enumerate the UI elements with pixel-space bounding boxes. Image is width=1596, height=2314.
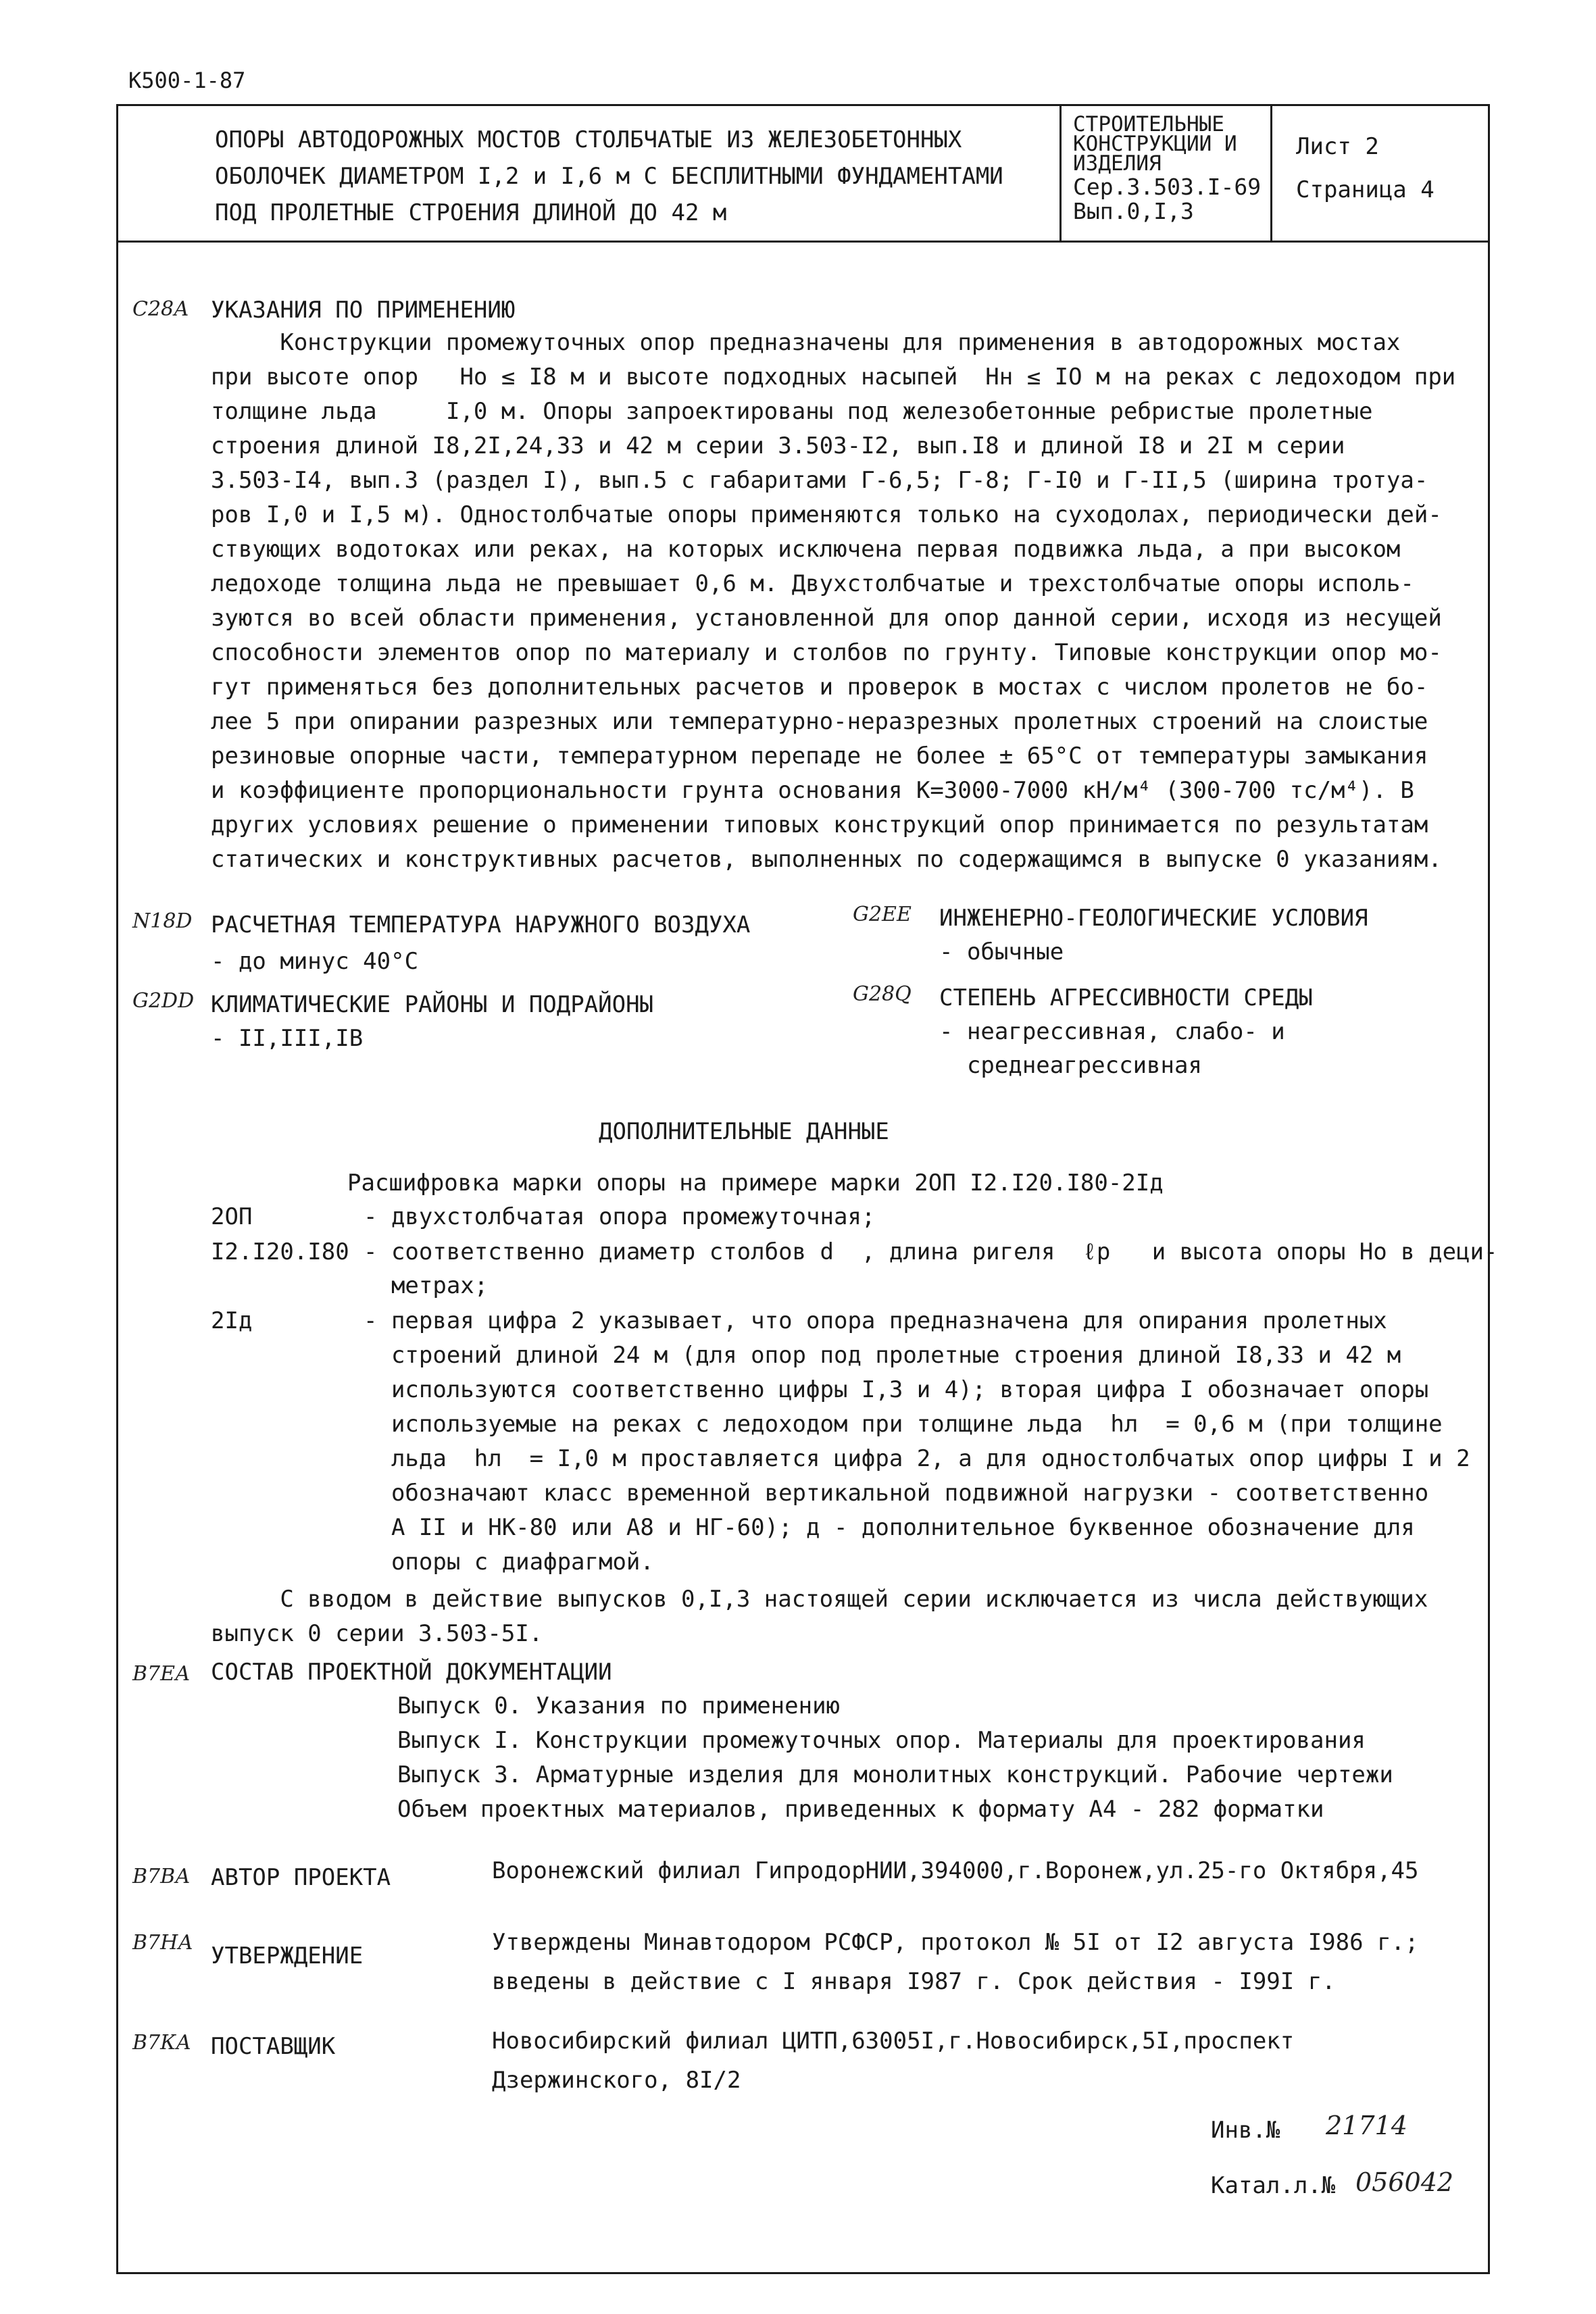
geology-value: - обычные xyxy=(939,938,1064,965)
marking-desc: А II и НК-80 или А8 и НГ-60); д - дополнительное буквенное обозначение для xyxy=(364,1514,1415,1541)
marking-intro: Расшифровка марки опоры на примере марки 2ОП I2.I20.I80-2Iд xyxy=(347,1169,1164,1197)
category-line: СТРОИТЕЛЬНЫЕ xyxy=(1073,112,1224,136)
supplier-value: Дзержинского, 8I/2 xyxy=(492,2067,741,2094)
additional-heading: ДОПОЛНИТЕЛЬНЫЕ ДАННЫЕ xyxy=(599,1118,889,1145)
section-code: N18D xyxy=(132,909,193,933)
text-line: и коэффициенте пропорциональности грунта основания К=3000-7000 кН/м⁴ (300-700 тс/м⁴). В xyxy=(211,777,1414,804)
section-code: В7КА xyxy=(132,2031,192,2055)
composition-item: Объем проектных материалов, приведенных к формату А4 - 282 форматки xyxy=(397,1796,1324,1823)
header-title-line: ОПОРЫ АВТОДОРОЖНЫХ МОСТОВ СТОЛБЧАТЫЕ ИЗ ЖЕЛЕЗОБЕТОННЫХ xyxy=(215,126,962,153)
temperature-heading: РАСЧЕТНАЯ ТЕМПЕРАТУРА НАРУЖНОГО ВОЗДУХА xyxy=(211,911,751,938)
aggressive-heading: СТЕПЕНЬ АГРЕССИВНОСТИ СРЕДЫ xyxy=(939,984,1313,1011)
header-divider xyxy=(116,241,1490,243)
marking-term: I2.I20.I80 xyxy=(211,1238,349,1265)
text-line: ров I,0 и I,5 м). Одностолбчатые опоры применяются только на суходолах, периодически дей- xyxy=(211,501,1442,528)
marking-desc: используемые на реках с ледоходом при толщине льда hл = 0,6 м (при толщине xyxy=(364,1411,1443,1438)
text-line: строения длиной I8,2I,24,33 и 42 м серии 3.503-I2, вып.I8 и длиной I8 и 2I м серии xyxy=(211,432,1345,459)
marking-desc: льда hл = I,0 м проставляется цифра 2, а для одностолбчатых опор цифры I и 2 xyxy=(364,1445,1470,1472)
text-line: зуются во всей области применения, установленной для опор данной серии, исходя из несущей xyxy=(211,605,1442,632)
text-line: лее 5 при опирании разрезных или температурно-неразрезных пролетных строений на слоистые xyxy=(211,708,1428,735)
text-line: 3.503-I4, вып.3 (раздел I), вып.5 с габаритами Г-6,5; Г-8; Г-I0 и Г-II,5 (ширина тротуа- xyxy=(211,467,1428,494)
marking-desc: обозначают класс временной вертикальной подвижной нагрузки - соответственно xyxy=(364,1480,1429,1507)
marking-desc: используются соответственно цифры I,3 и 4); вторая цифра I обозначает опоры xyxy=(364,1376,1429,1403)
aggressive-value: - неагрессивная, слабо- и xyxy=(939,1018,1285,1045)
climate-value: - II,III,IВ xyxy=(211,1025,364,1052)
category-line: Вып.0,I,3 xyxy=(1073,198,1194,224)
header-title-line: ПОД ПРОЛЕТНЫЕ СТРОЕНИЯ ДЛИНОЙ ДО 42 м xyxy=(215,199,727,226)
text-line: при высоте опор Hо ≤ I8 м и высоте подходных насыпей Hн ≤ IO м на реках с ледоходом при xyxy=(211,363,1456,391)
composition-item: Выпуск 3. Арматурные изделия для монолитных конструкций. Рабочие чертежи xyxy=(397,1761,1393,1788)
marking-desc: строений длиной 24 м (для опор под пролетные строения длиной I8,33 и 42 м xyxy=(364,1342,1401,1369)
note-line: выпуск 0 серии 3.503-5I. xyxy=(211,1620,543,1647)
catalog-number: 056042 xyxy=(1355,2167,1454,2197)
approval-value: введены в действие с I января I987 г. Срок действия - I99I г. xyxy=(492,1968,1336,1995)
text-line: Конструкции промежуточных опор предназначены для применения в автодорожных мостах xyxy=(211,329,1401,356)
header-col-divider-2 xyxy=(1270,104,1272,242)
text-line: ствующих водотоках или реках, на которых исключена первая подвижка льда, а при высоком xyxy=(211,536,1401,563)
text-line: гут применяться без дополнительных расчетов и проверок в мостах с числом пролетов не бо- xyxy=(211,674,1428,701)
header-col-divider-1 xyxy=(1059,104,1062,242)
composition-item: Выпуск 0. Указания по применению xyxy=(397,1692,841,1719)
header-title-line: ОБОЛОЧЕК ДИАМЕТРОМ I,2 и I,6 м С БЕСПЛИТНЫМИ ФУНДАМЕНТАМИ xyxy=(215,163,1003,190)
section-code: G28Q xyxy=(853,982,912,1006)
category-line: КОНСТРУКЦИИ И xyxy=(1073,132,1237,156)
marking-desc: - соответственно диаметр столбов d , длина ригеля ℓр и высота опоры Hо в деци- xyxy=(364,1238,1498,1265)
page-number: Страница 4 xyxy=(1296,176,1435,203)
text-line: других условиях решение о применении типовых конструкций опор принимается по результатам xyxy=(211,811,1428,838)
text-line: ледоходе толщина льда не превышает 0,6 м. Двухстолбчатые и трехстолбчатые опоры исполь- xyxy=(211,570,1414,597)
supplier-value: Новосибирский филиал ЦИТП,63005I,г.Новосибирск,5I,проспект xyxy=(492,2028,1295,2055)
marking-desc: опоры с диафрагмой. xyxy=(364,1549,654,1576)
text-line: толщине льда I,0 м. Опоры запроектированы под железобетонные ребристые пролетные xyxy=(211,398,1373,425)
aggressive-value: среднеагрессивная xyxy=(939,1052,1202,1079)
author-value: Воронежский филиал ГипродорНИИ,394000,г.Воронеж,ул.25-го Октября,45 xyxy=(492,1857,1419,1884)
section-code: G2EE xyxy=(853,903,912,926)
text-line: статических и конструктивных расчетов, выполненных по содержащимся в выпуске 0 указаниям. xyxy=(211,846,1442,873)
climate-heading: КЛИМАТИЧЕСКИЕ РАЙОНЫ И ПОДРАЙОНЫ xyxy=(211,991,654,1018)
marking-term: 2Iд xyxy=(211,1307,253,1334)
composition-heading: СОСТАВ ПРОЕКТНОЙ ДОКУМЕНТАЦИИ xyxy=(211,1659,612,1686)
marking-term: 2ОП xyxy=(211,1203,253,1230)
note-line: С вводом в действие выпусков 0,I,3 настоящей серии исключается из числа действующих xyxy=(211,1586,1428,1613)
sheet-number: Лист 2 xyxy=(1296,133,1379,160)
section-code: В7ЕА xyxy=(132,1662,191,1686)
temperature-value: - до минус 40°С xyxy=(211,948,419,975)
approval-value: Утверждены Минавтодором РСФСР, протокол № 5I от I2 августа I986 г.; xyxy=(492,1929,1419,1956)
supplier-label: ПОСТАВЩИК xyxy=(211,2033,336,2060)
section-code: G2DD xyxy=(132,989,195,1013)
marking-desc: - первая цифра 2 указывает, что опора предназначена для опирания пролетных xyxy=(364,1307,1387,1334)
marking-desc: - двухстолбчатая опора промежуточная; xyxy=(364,1203,876,1230)
document-code: К500-1-87 xyxy=(128,68,246,93)
geology-heading: ИНЖЕНЕРНО-ГЕОЛОГИЧЕСКИЕ УСЛОВИЯ xyxy=(939,905,1368,932)
section-code: В7НА xyxy=(132,1931,194,1955)
section-code: В7ВА xyxy=(132,1865,191,1888)
inventory-number: 21714 xyxy=(1326,2111,1407,2140)
section-heading: УКАЗАНИЯ ПО ПРИМЕНЕНИЮ xyxy=(211,297,516,324)
author-label: АВТОР ПРОЕКТА xyxy=(211,1864,391,1891)
catalog-label: Катал.л.№ xyxy=(1211,2172,1336,2199)
composition-item: Выпуск I. Конструкции промежуточных опор. Материалы для проектирования xyxy=(397,1727,1366,1754)
text-line: способности элементов опор по материалу и столбов по грунту. Типовые конструкции опор мо- xyxy=(211,639,1442,666)
text-line: резиновые опорные части, температурном перепаде не более ± 65°С от температуры замыкания xyxy=(211,743,1428,770)
inventory-label: Инв.№ xyxy=(1211,2117,1280,2144)
section-code: С28А xyxy=(132,297,189,321)
marking-desc: метрах; xyxy=(364,1272,489,1299)
category-line: Сер.3.503.I-69 xyxy=(1073,174,1262,200)
category-line: ИЗДЕЛИЯ xyxy=(1073,151,1162,176)
approval-label: УТВЕРЖДЕНИЕ xyxy=(211,1942,364,1969)
